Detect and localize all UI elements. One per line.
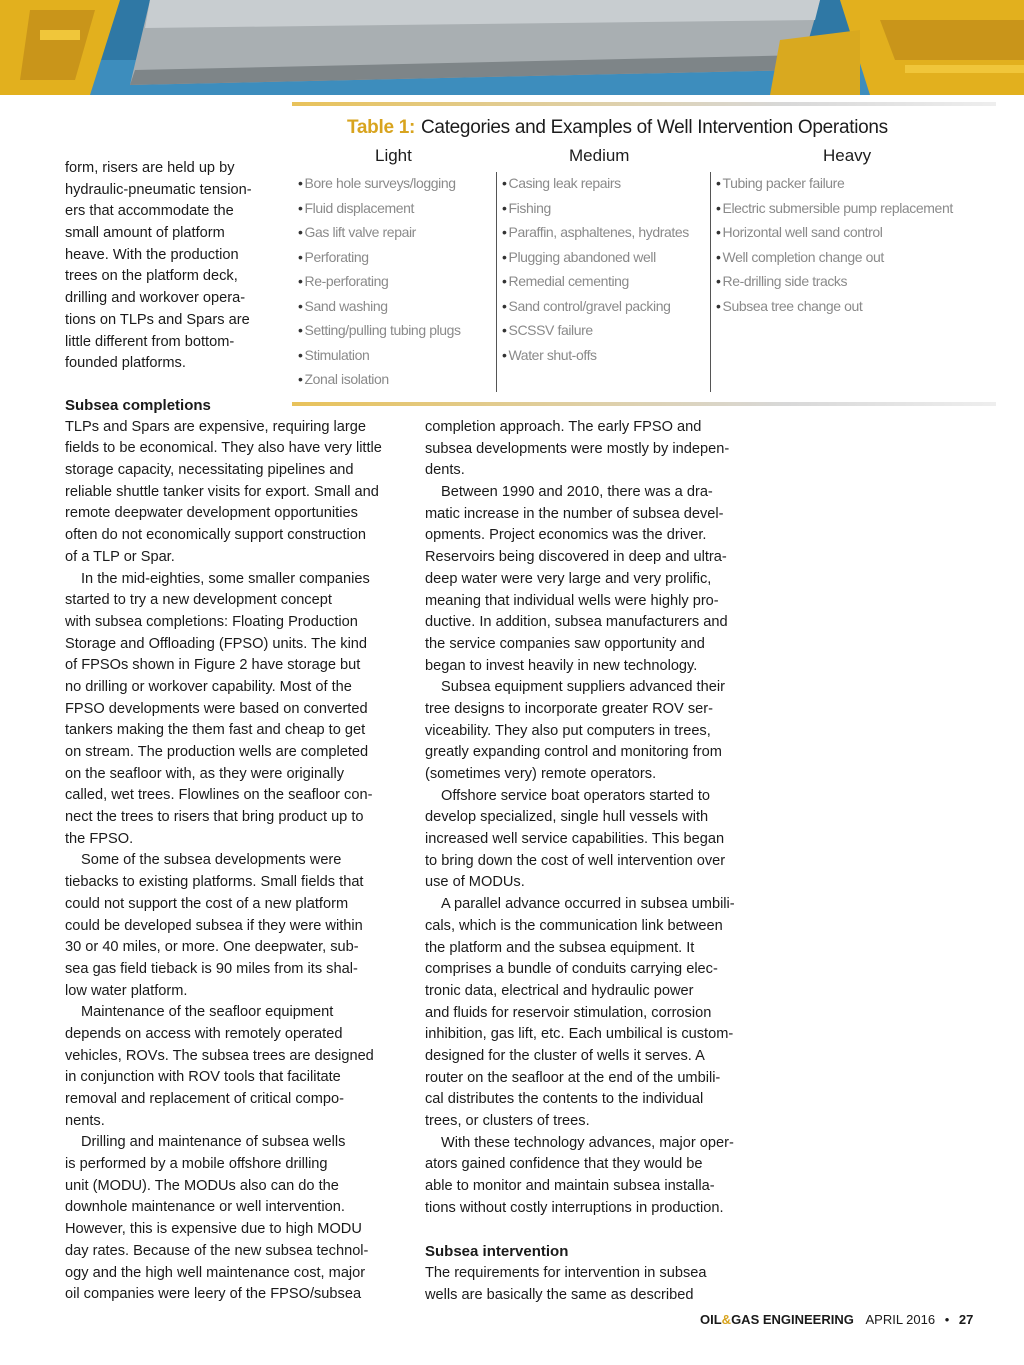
list-item: • Subsea tree change out xyxy=(716,297,863,314)
list-item: • Casing leak repairs xyxy=(502,175,621,191)
list-item: • Stimulation xyxy=(298,346,370,363)
publication-name: OIL&GAS ENGINEERING xyxy=(700,1312,854,1327)
table-title xyxy=(347,117,888,139)
list-item: • Gas lift valve repair xyxy=(298,224,416,240)
column-medium xyxy=(502,171,689,367)
page-footer xyxy=(700,1312,973,1327)
left-column: Subsea completions TLPs and Spars are expensive, requiring large fields to be economical. They also have very little storage capacity, necessitating pipelines and reliable shuttle tanker visits for export. Small and remote deepwater development opportunities often do not economically support construction of a TLP or Spar. In the mid-eighties, some smaller companies started to try a new development concept with subsea completions: Floating Production Storage and Offloading (FPSO) units. The kind of FPSOs shown in Figure 2 have storage but no drilling or workover capability. Most of the FPSO developments were based on converted tankers making the them fast and cheap to get on stream. The production wells are completed on the seafloor with, as they were originally called, wet trees. Flowlines on the seafloor con- nect the trees to risers that bring product up to the FPSO. Some of the subsea developments were tiebacks to existing platforms. Small fields that could not support the cost of a new platform could be developed subsea if they were within 30 or 40 miles, or more. One deepwater, sub- sea gas field tieback is 90 miles from its shal- low water platform. Maintenance of the seafloor equipment depends on access with remotely operated vehicles, ROVs. The subsea trees are designed in conjunction with ROV tools that facilitate removal and replacement of critical compo- nents. Drilling and maintenance of subsea wells is performed by a mobile offshore drilling unit (MODU). The MODUs also can do the downhole maintenance or well intervention. However, this is expensive due to high MODU day rates. Because of the new subsea technol- ogy and the high well maintenance cost, major oil companies were leery of the FPSO/subsea xyxy=(65,397,382,1303)
list-item: • Well completion change out xyxy=(716,248,884,265)
list-item: • Horizontal well sand control xyxy=(716,224,883,240)
list-item: • Remedial cementing xyxy=(502,273,629,289)
page-number: 27 xyxy=(958,1312,974,1327)
list-item: • Tubing packer failure xyxy=(716,175,845,191)
header-photo xyxy=(0,0,1024,95)
list-item: • Sand washing xyxy=(298,297,388,314)
list-item: • Fluid displacement xyxy=(298,199,415,216)
table-top-rule xyxy=(292,102,996,106)
list-item: • Sand control/gravel packing xyxy=(502,297,671,314)
list-item: • Water shut-offs xyxy=(502,346,597,363)
list-item: • Setting/pulling tubing plugs xyxy=(298,322,461,338)
list-item: • Re-perforating xyxy=(298,273,389,289)
right-column: completion approach. The early FPSO and subsea developments were mostly by indepen- dents. Between 1990 and 2010, there was a dra- matic increase in the number of subsea devel- opments. Project economics was the driver. Reservoirs being discovered in deep and ultra- deep water were very large and very prolific, meaning that individual wells were highly pro- ductive. In addition, subsea manufacturers and the service companies saw opportunity and began to invest heavily in new technology. Subsea equipment suppliers advanced their tree designs to incorporate greater ROV ser- viceability. They also put computers in trees, greatly expanding control and monitoring from (sometimes very) remote operators. Offshore service boat operators started to develop specialized, single hull vessels with increased well service capabilities. This began to bring down the cost of well intervention over use of MODUs. A parallel advance occurred in subsea umbili- cals, which is the communication link between the platform and the subsea equipment. It comprises a bundle of conduits carrying elec- tronic data, electrical and hydraulic power and fluids for reservoir stimulation, corrosion inhibition, gas lift, etc. Each umbilical is custom- designed for the cluster of wells it serves. A router on the seafloor at the end of the umbili- cal distributes the contents to the individual trees, or clusters of trees. With these technology advances, major oper- ators gained confidence that they would be able to monitor and maintain subsea installa- tions without costly interruptions in production. Subsea intervention The requirements for intervention in subsea wells are basically the same as described xyxy=(425,419,735,1303)
list-item: • Bore hole surveys/logging xyxy=(298,175,456,191)
column-light xyxy=(298,171,461,392)
column-divider xyxy=(496,172,497,392)
column-heading-heavy: Heavy xyxy=(823,146,872,165)
table-title-text: Categories and Examples of Well Intervention Operations xyxy=(421,117,888,138)
list-item: • Perforating xyxy=(298,248,369,265)
column-heading-light: Light xyxy=(375,146,412,165)
list-item: • Zonal isolation xyxy=(298,371,389,387)
footer-separator: • xyxy=(944,1312,950,1327)
section-heading-subsea-intervention: Subsea intervention xyxy=(425,1243,569,1261)
list-item: • Re-drilling side tracks xyxy=(716,273,848,289)
column-heading-medium: Medium xyxy=(569,146,630,165)
section-heading-subsea-completions: Subsea completions xyxy=(65,397,211,414)
offshore-equipment-image xyxy=(0,0,1024,95)
list-item: • Paraffin, asphaltenes, hydrates xyxy=(502,224,689,240)
column-heavy xyxy=(716,171,953,318)
table-bottom-rule xyxy=(292,402,996,406)
issue-date: APRIL 2016 xyxy=(865,1312,936,1327)
intro-paragraph: form, risers are held up by hydraulic-pneumatic tension- ers that accommodate the small amount of platform heave. With the production trees on the platform deck, drilling and workover opera- tions on TLPs and Spars are little different from bottom- founded platforms. xyxy=(65,160,252,372)
list-item: • Plugging abandoned well xyxy=(502,248,656,265)
column-divider xyxy=(710,172,711,392)
list-item: • Electric submersible pump replacement xyxy=(716,199,953,216)
list-item: • SCSSV failure xyxy=(502,322,593,338)
list-item: • Fishing xyxy=(502,199,551,216)
table-label: Table 1: xyxy=(347,117,415,138)
